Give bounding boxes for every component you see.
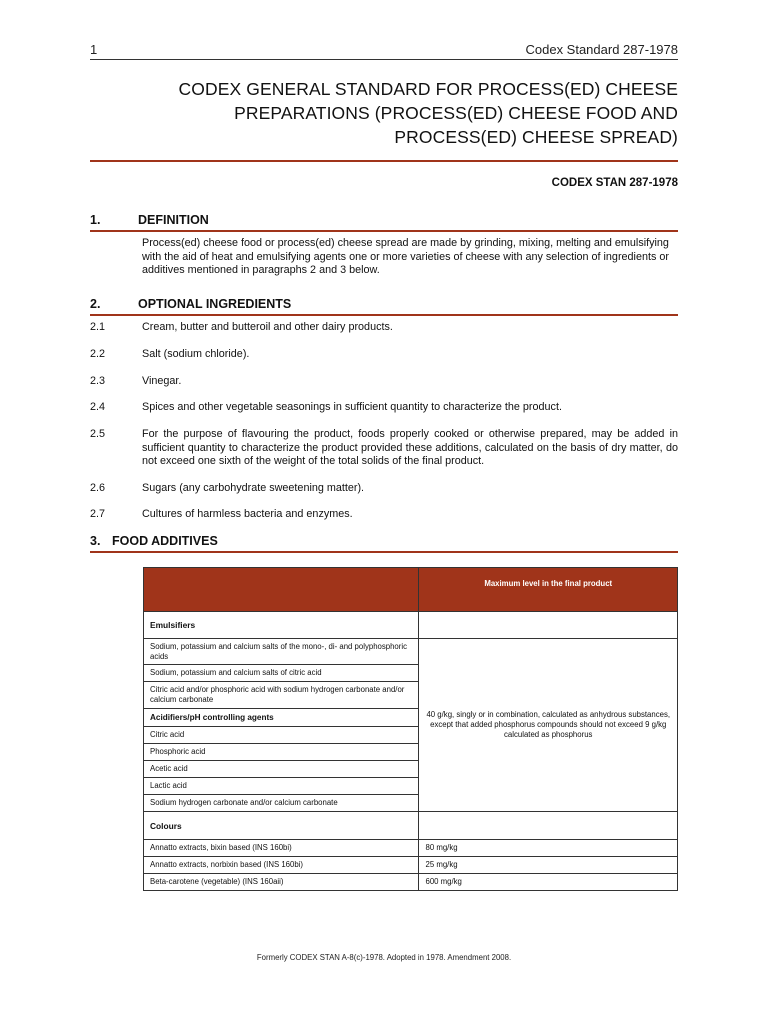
food-additives-table [143, 567, 678, 891]
definition-text: Process(ed) cheese food or process(ed) cheese spread are made by grinding, mixing, melting and emulsifying with the aid of heat and emulsifying agents one or more varieties of cheese with any selection of ingredients or additives mentioned in paragraphs 2 and 3 below. [142, 237, 669, 277]
table-row [144, 857, 678, 874]
footer-note: Formerly CODEX STAN A-8(c)-1978. Adopted in 1978. Amendment 2008. [256, 953, 512, 962]
table-header-row [144, 568, 678, 612]
additive-cell: Acetic acid [144, 761, 419, 778]
section-number: 3. [90, 534, 101, 548]
running-header [90, 42, 678, 60]
item-text: Spices and other vegetable seasonings in sufficient quantity to characterize the product. [142, 401, 562, 413]
table-row [144, 874, 678, 891]
category-acidifiers: Acidifiers/pH controlling agents [144, 709, 419, 727]
additive-cell: Citric acid [144, 727, 419, 744]
item-text: Sugars (any carbohydrate sweetening matter). [142, 482, 365, 494]
additive-cell: Beta-carotene (vegetable) (INS 160aii) [144, 874, 419, 891]
additive-cell: Phosphoric acid [144, 744, 419, 761]
section-title: OPTIONAL INGREDIENTS [138, 297, 292, 311]
additive-cell: Citric acid and/or phosphoric acid with sodium hydrogen carbonate and/or calcium carbonate [144, 682, 419, 709]
header-cell-max-level: Maximum level in the final product [419, 568, 678, 612]
table-row [144, 840, 678, 857]
section-title: DEFINITION [138, 213, 209, 227]
section-number: 1. [90, 213, 101, 227]
item-number: 2.3 [90, 375, 106, 387]
list-item [90, 508, 678, 522]
header-cell-additive [144, 568, 419, 612]
category-emulsifiers: Emulsifiers [144, 612, 419, 639]
item-text: Vinegar. [142, 375, 182, 387]
table-row [144, 812, 678, 840]
standard-code: CODEX STAN 287-1978 [551, 177, 678, 189]
item-text: Cultures of harmless bacteria and enzymes. [142, 508, 353, 520]
combined-max-level: 40 g/kg, singly or in combination, calculated as anhydrous substances, except that added phosphorus compounds should not exceed 9 g/kg calculated as phosphorus [419, 639, 678, 812]
page-number: 1 [90, 42, 98, 57]
title-divider [90, 160, 678, 162]
table-row [144, 612, 678, 639]
empty-cell [419, 612, 678, 639]
additive-cell: Annatto extracts, norbixin based (INS 160bi) [144, 857, 419, 874]
max-level-cell: 25 mg/kg [419, 857, 678, 874]
additive-cell: Annatto extracts, bixin based (INS 160bi) [144, 840, 419, 857]
item-text: For the purpose of flavouring the product, foods properly cooked or otherwise prepared, may be added in sufficient quantity to characterize the product provided these additions, calculated on the basis of dry matter, do not exceed one sixth of the weight of the total solids of the final product. [142, 428, 678, 468]
title-line-3: PROCESS(ED) CHEESE SPREAD) [394, 127, 678, 147]
list-item [90, 482, 678, 496]
additive-cell: Lactic acid [144, 778, 419, 795]
section-additives-heading [90, 534, 678, 553]
section-optional-heading [90, 297, 678, 316]
item-text: Cream, butter and butteroil and other dairy products. [142, 321, 393, 333]
item-number: 2.2 [90, 348, 106, 360]
list-item [90, 428, 678, 469]
item-text: Salt (sodium chloride). [142, 348, 250, 360]
item-number: 2.7 [90, 508, 106, 520]
empty-cell [419, 812, 678, 840]
max-level-cell: 600 mg/kg [419, 874, 678, 891]
title-line-1: CODEX GENERAL STANDARD FOR PROCESS(ED) CHEESE [178, 79, 678, 99]
max-level-cell: 80 mg/kg [419, 840, 678, 857]
item-number: 2.4 [90, 401, 106, 413]
section-title: FOOD ADDITIVES [112, 534, 218, 548]
additive-cell: Sodium, potassium and calcium salts of citric acid [144, 665, 419, 682]
item-number: 2.1 [90, 321, 106, 333]
item-number: 2.5 [90, 428, 106, 440]
section-definition-heading [90, 213, 678, 232]
section-number: 2. [90, 297, 101, 311]
category-colours: Colours [144, 812, 419, 840]
title-line-2: PREPARATIONS (PROCESS(ED) CHEESE FOOD AND [234, 103, 678, 123]
additive-cell: Sodium hydrogen carbonate and/or calcium carbonate [144, 795, 419, 812]
list-item [90, 375, 678, 389]
standard-reference: Codex Standard 287-1978 [525, 42, 678, 57]
table-row [144, 639, 678, 665]
document-title [130, 77, 678, 149]
list-item [90, 401, 678, 415]
list-item [90, 348, 678, 362]
list-item [90, 321, 678, 335]
additive-cell: Sodium, potassium and calcium salts of the mono-, di- and polyphosphoric acids [144, 639, 419, 665]
item-number: 2.6 [90, 482, 106, 494]
